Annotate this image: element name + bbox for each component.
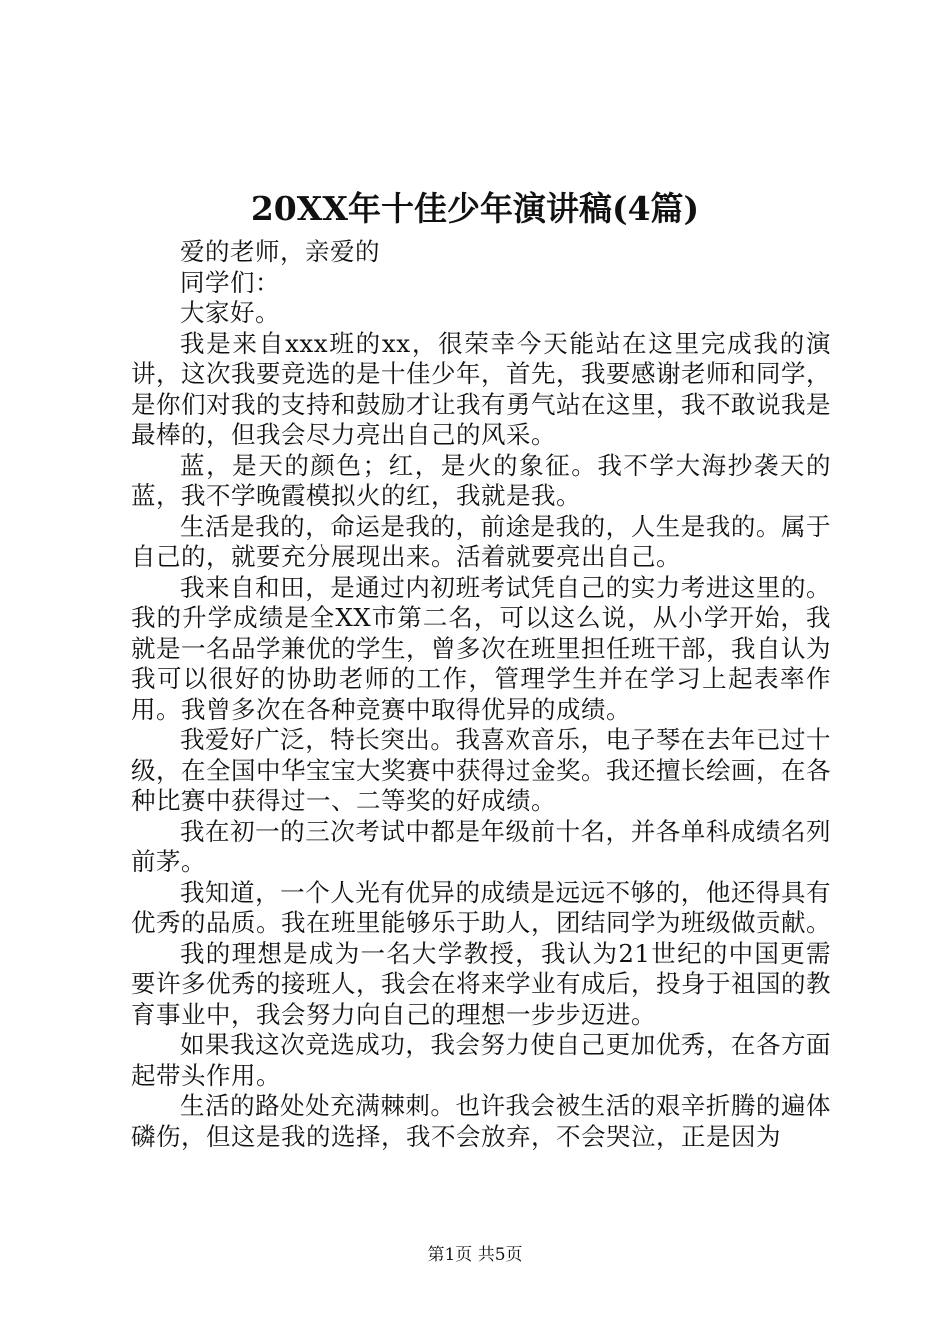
paragraph: 我爱好广泛，特长突出。我喜欢音乐，电子琴在去年已过十级，在全国中华宝宝大奖赛中获得过金奖。我还擅长绘画，在各种比赛中获得过一、二等奖的好成绩。	[131, 725, 831, 815]
paragraph-greeting-1: 爱的老师，亲爱的	[180, 237, 380, 266]
paragraph-greeting-2: 同学们：	[180, 267, 280, 297]
paragraph: 如果我这次竞选成功，我会努力使自己更加优秀，在各方面起带头作用。	[131, 1030, 831, 1090]
paragraph: 我来自和田，是通过内初班考试凭自己的实力考进这里的。我的升学成绩是全XX市第二名，可以这么说，从小学开始，我就是一名品学兼优的学生，曾多次在班里担任班干部，我自认为我可以很好的协助老师的工作，管理学生并在学习上起表率作用。我曾多次在各种竞赛中取得优异的成绩。	[131, 572, 831, 724]
document-title: 20XX年十佳少年演讲稿(4篇)	[250, 189, 700, 228]
paragraph: 我的理想是成为一名大学教授，我认为21世纪的中国更需要许多优秀的接班人，我会在将来学业有成后，投身于祖国的教育事业中，我会努力向自己的理想一步步迈进。	[131, 938, 831, 1029]
page-footer: 第1页 共5页	[427, 1245, 523, 1265]
paragraph: 我在初一的三次考试中都是年级前十名，并各单科成绩名列前茅。	[131, 816, 831, 876]
paragraph: 我知道，一个人光有优异的成绩是远远不够的，他还得具有优秀的品质。我在班里能够乐于助人，团结同学为班级做贡献。	[131, 877, 831, 937]
paragraph: 生活是我的，命运是我的，前途是我的，人生是我的。属于自己的，就要充分展现出来。活着就要亮出自己。	[131, 511, 831, 571]
paragraph: 我是来自xxx班的xx，很荣幸今天能站在这里完成我的演讲，这次我要竞选的是十佳少年，首先，我要感谢老师和同学，是你们对我的支持和鼓励才让我有勇气站在这里，我不敢说我是最棒的，但我会尽力亮出自己的风采。	[131, 328, 831, 449]
paragraph: 生活的路处处充满棘刺。也许我会被生活的艰辛折腾的遍体磷伤，但这是我的选择，我不会放弃，不会哭泣，正是因为	[131, 1091, 831, 1151]
document-body	[131, 237, 831, 1152]
paragraph-greeting-3: 大家好。	[180, 298, 280, 327]
paragraph: 蓝，是天的颜色；红，是火的象征。我不学大海抄袭天的蓝，我不学晚霞模拟火的红，我就是我。	[131, 450, 831, 510]
